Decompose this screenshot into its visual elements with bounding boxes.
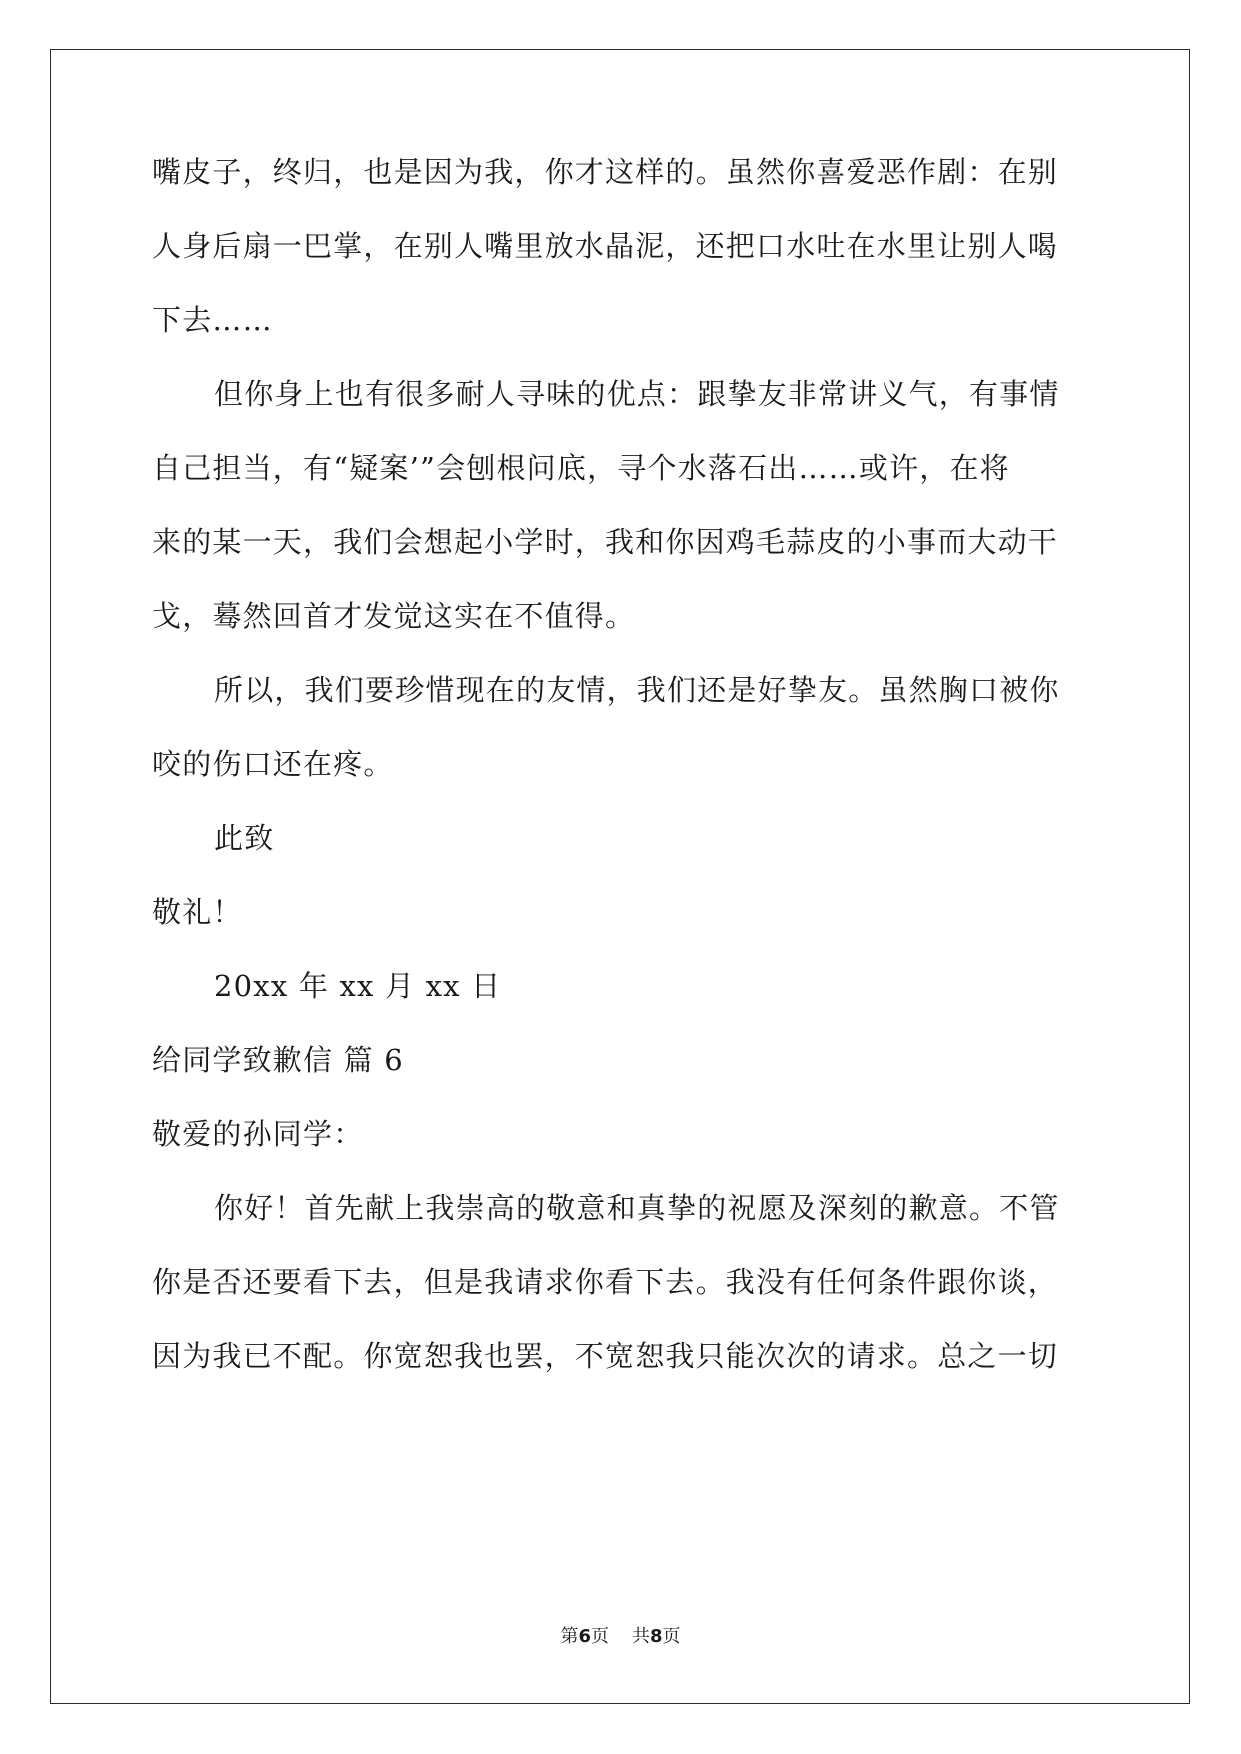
- page-footer: [0, 1625, 1241, 1649]
- text-line: 来的某一天，我们会想起小学时，我和你因鸡毛蒜皮的小事而大动干: [152, 525, 1059, 559]
- paragraph-start-line: 但你身上也有很多耐人寻味的优点：跟挚友非常讲义气，有事情: [214, 377, 1060, 411]
- footer-total-pages: 8: [649, 1626, 663, 1647]
- text-line: 自己担当，有“疑案’”会刨根问底，寻个水落石出……或许，在将: [152, 451, 1010, 485]
- text-line: 戈，蓦然回首才发觉这实在不值得。: [152, 599, 636, 633]
- closing-salutation: 此致: [214, 821, 275, 855]
- paragraph-start-line: 所以，我们要珍惜现在的友情，我们还是好挚友。虽然胸口被你: [214, 673, 1060, 707]
- text-line: 人身后扇一巴掌，在别人嘴里放水晶泥，还把口水吐在水里让别人喝: [152, 229, 1059, 263]
- footer-page-suffix: 页: [591, 1626, 610, 1647]
- text-line: 下去……: [152, 303, 273, 337]
- section-title: 给同学致歉信 篇 6: [152, 1043, 404, 1077]
- footer-total-suffix: 页: [662, 1626, 681, 1647]
- footer-page-number: 6: [578, 1626, 592, 1647]
- footer-page-prefix: 第: [560, 1626, 579, 1647]
- text-line: 嘴皮子，终归，也是因为我，你才这样的。虽然你喜爱恶作剧：在别: [152, 155, 1059, 189]
- page-border: [50, 49, 1190, 1704]
- paragraph-start-line: 你好！首先献上我崇高的敬意和真挚的祝愿及深刻的歉意。不管: [214, 1191, 1060, 1225]
- footer-total-prefix: 共: [631, 1626, 650, 1647]
- letter-date: 20xx 年 xx 月 xx 日: [214, 969, 502, 1003]
- closing-regards: 敬礼！: [152, 895, 243, 929]
- letter-greeting: 敬爱的孙同学：: [152, 1117, 364, 1151]
- text-line: 咬的伤口还在疼。: [152, 747, 394, 781]
- text-line: 你是否还要看下去，但是我请求你看下去。我没有任何条件跟你谈，: [152, 1265, 1059, 1299]
- text-line: 因为我已不配。你宽恕我也罢，不宽恕我只能次次的请求。总之一切: [152, 1339, 1059, 1373]
